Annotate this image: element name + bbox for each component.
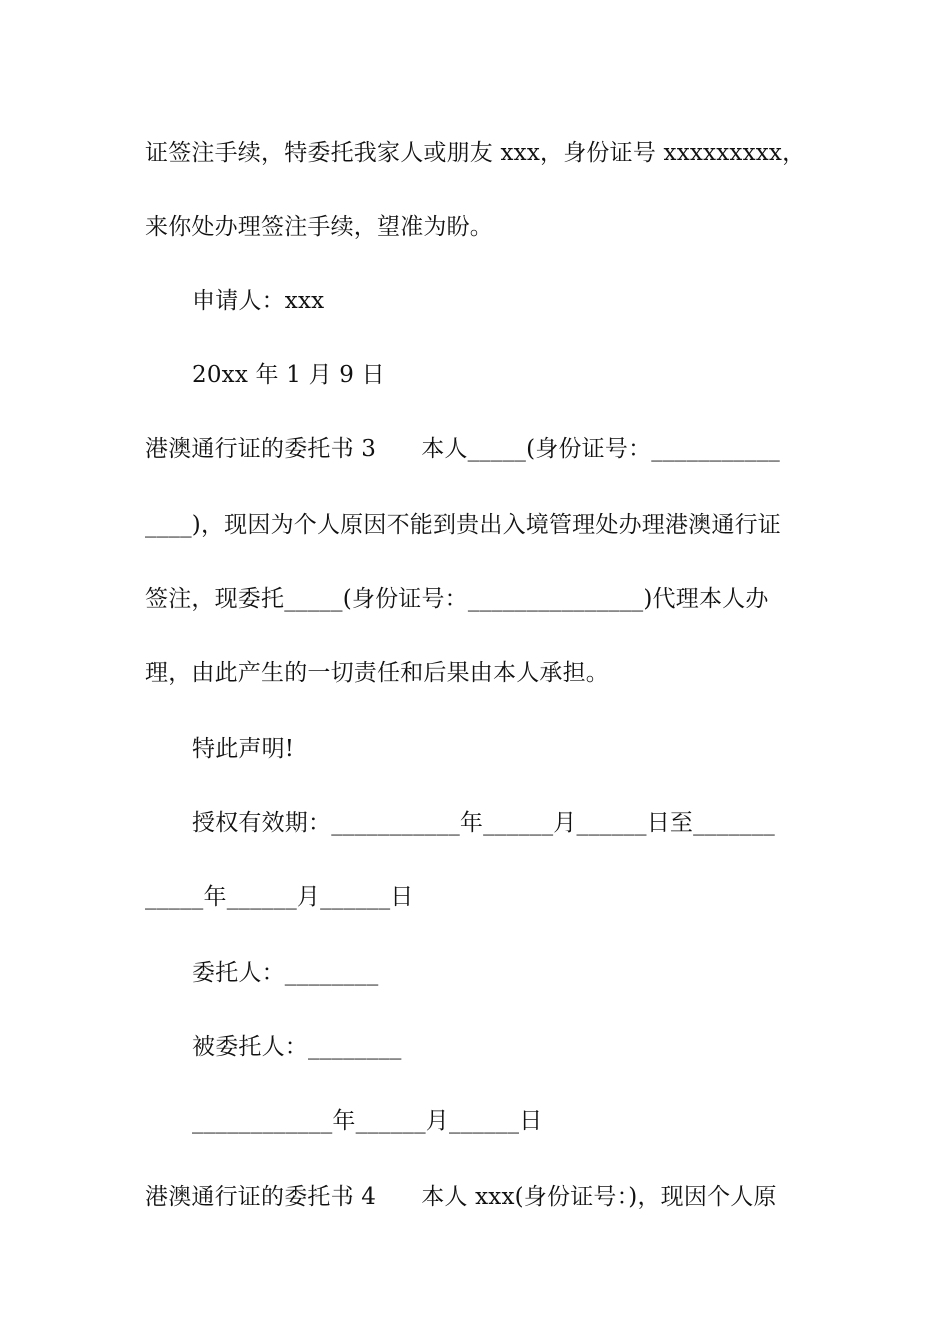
agent-line: 被委托人：________ bbox=[192, 1034, 402, 1060]
section-3-heading-line: 港澳通行证的委托书 3 本人_____(身份证号：___________ bbox=[145, 436, 780, 462]
applicant-line: 申请人：xxx bbox=[192, 288, 325, 314]
body-line-1: 证签注手续，特委托我家人或朋友 xxx，身份证号 xxxxxxxxx， bbox=[145, 140, 806, 166]
body-line-6: ____)，现因为个人原因不能到贵出入境管理处办理港澳通行证 bbox=[145, 512, 781, 538]
validity-period-end-line: _____年______月______日 bbox=[145, 884, 414, 910]
section-4-heading-line: 港澳通行证的委托书 4 本人 xxx(身份证号：)，现因个人原 bbox=[145, 1184, 777, 1210]
declaration-line: 特此声明! bbox=[192, 736, 295, 762]
validity-period-line: 授权有效期：___________年______月______日至_______ bbox=[192, 810, 775, 836]
body-line-7: 签注，现委托_____(身份证号：_______________)代理本人办 bbox=[145, 586, 769, 612]
date-line: 20xx 年 1 月 9 日 bbox=[192, 362, 385, 388]
body-line-8: 理，由此产生的一切责任和后果由本人承担。 bbox=[145, 660, 609, 686]
signature-date-line: ____________年______月______日 bbox=[192, 1108, 543, 1134]
principal-line: 委托人：________ bbox=[192, 960, 379, 986]
body-line-2: 来你处办理签注手续，望准为盼。 bbox=[145, 214, 493, 240]
